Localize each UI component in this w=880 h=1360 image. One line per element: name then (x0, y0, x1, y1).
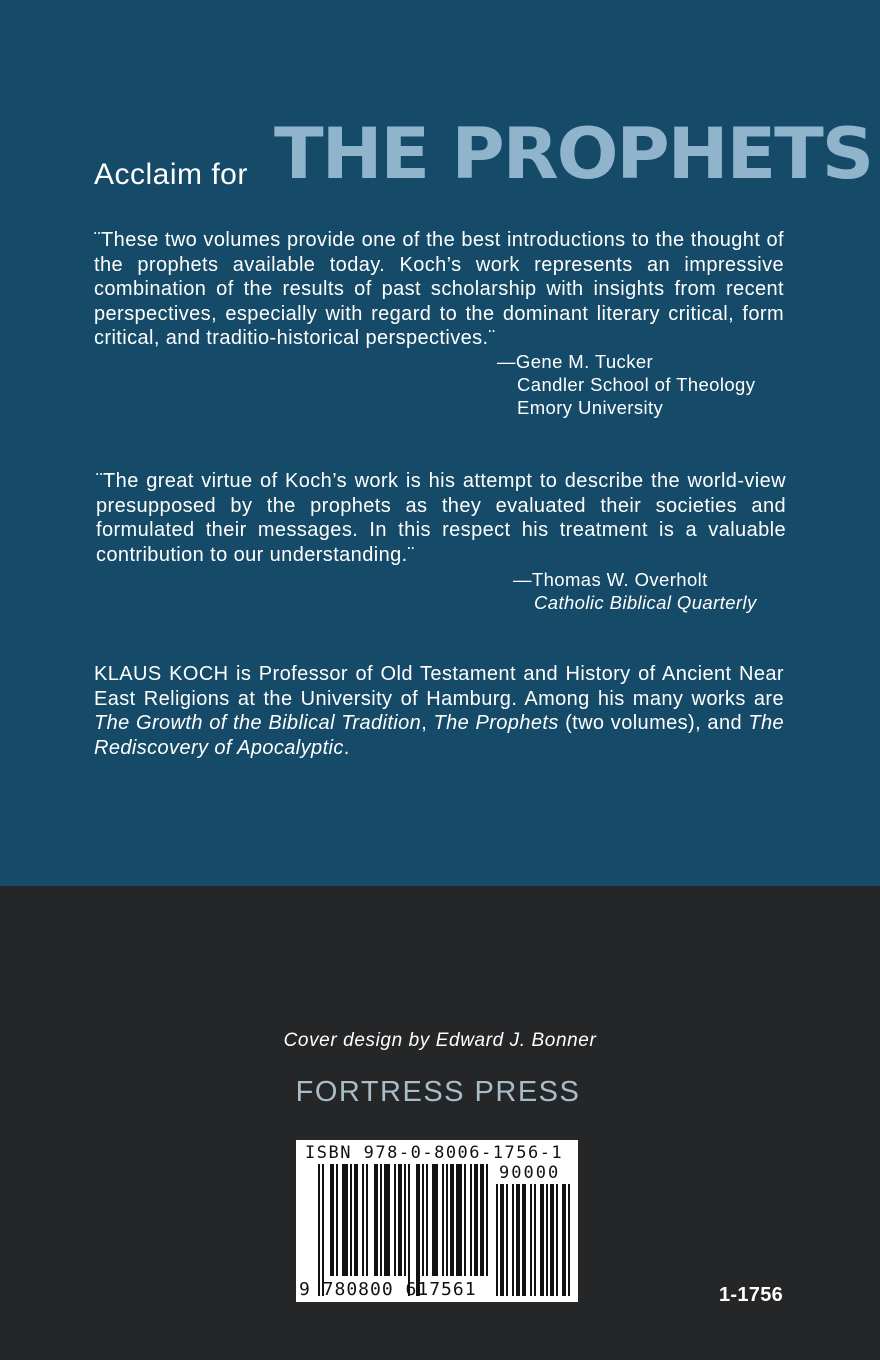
author-bio (94, 662, 784, 760)
barcode (296, 1140, 578, 1302)
bio-end: . (343, 736, 350, 759)
ean-digits: 9 780800 617561 (299, 1279, 477, 1300)
attribution-source: Catholic Biblical Quarterly (534, 592, 757, 613)
barcode-bars (318, 1164, 494, 1296)
bio-work-title: The Prophets (433, 712, 559, 734)
price-addon-digits: 90000 (499, 1163, 561, 1183)
bio-text: (two volumes), and (558, 712, 749, 734)
attribution-name: —Thomas W. Overholt (513, 569, 708, 590)
bio-work-title: The Growth of the Biblical Tradition (94, 712, 422, 734)
publisher-name: FORTRESS PRESS (295, 1076, 581, 1108)
bio-text: KLAUS KOCH is Professor of Old Testament and History of Ancient Near East Religions at the University of Hamburg. Among his many works are (94, 663, 784, 710)
quote-overholt: ¨The great virtue of Koch’s work is his attempt to describe the world-view presupposed by the prophets as they evaluated their societies and formulated their messages. In this respect his treatment is a valuable contribution to our understanding.¨ (96, 470, 786, 566)
catalog-number: 1-1756 (719, 1284, 784, 1306)
bio-work-title: The Rediscovery of Apocalyptic (94, 712, 784, 759)
book-title: THE PROPHETS (274, 113, 873, 195)
attribution-affiliation: Emory University (517, 397, 664, 418)
cover-design-credit: Cover design by Edward J. Bonner (283, 1030, 597, 1051)
quote-tucker: ¨These two volumes provide one of the best introductions to the thought of the prophets available today. Koch’s work represents an impressive combination of the results of past scholarship with insights from recent perspectives, especially with regard to the dominant literary critical, form critical, and traditio-historical perspectives.¨ (94, 229, 784, 349)
bio-separator: , (421, 712, 434, 734)
acclaim-label: Acclaim for (94, 158, 248, 191)
attribution-affiliation: Candler School of Theology (517, 374, 756, 395)
barcode-addon-bars (496, 1184, 574, 1296)
heading (94, 113, 873, 198)
isbn-text: ISBN 978-0-8006-1756-1 (305, 1143, 564, 1163)
attribution-name: —Gene M. Tucker (497, 351, 654, 372)
